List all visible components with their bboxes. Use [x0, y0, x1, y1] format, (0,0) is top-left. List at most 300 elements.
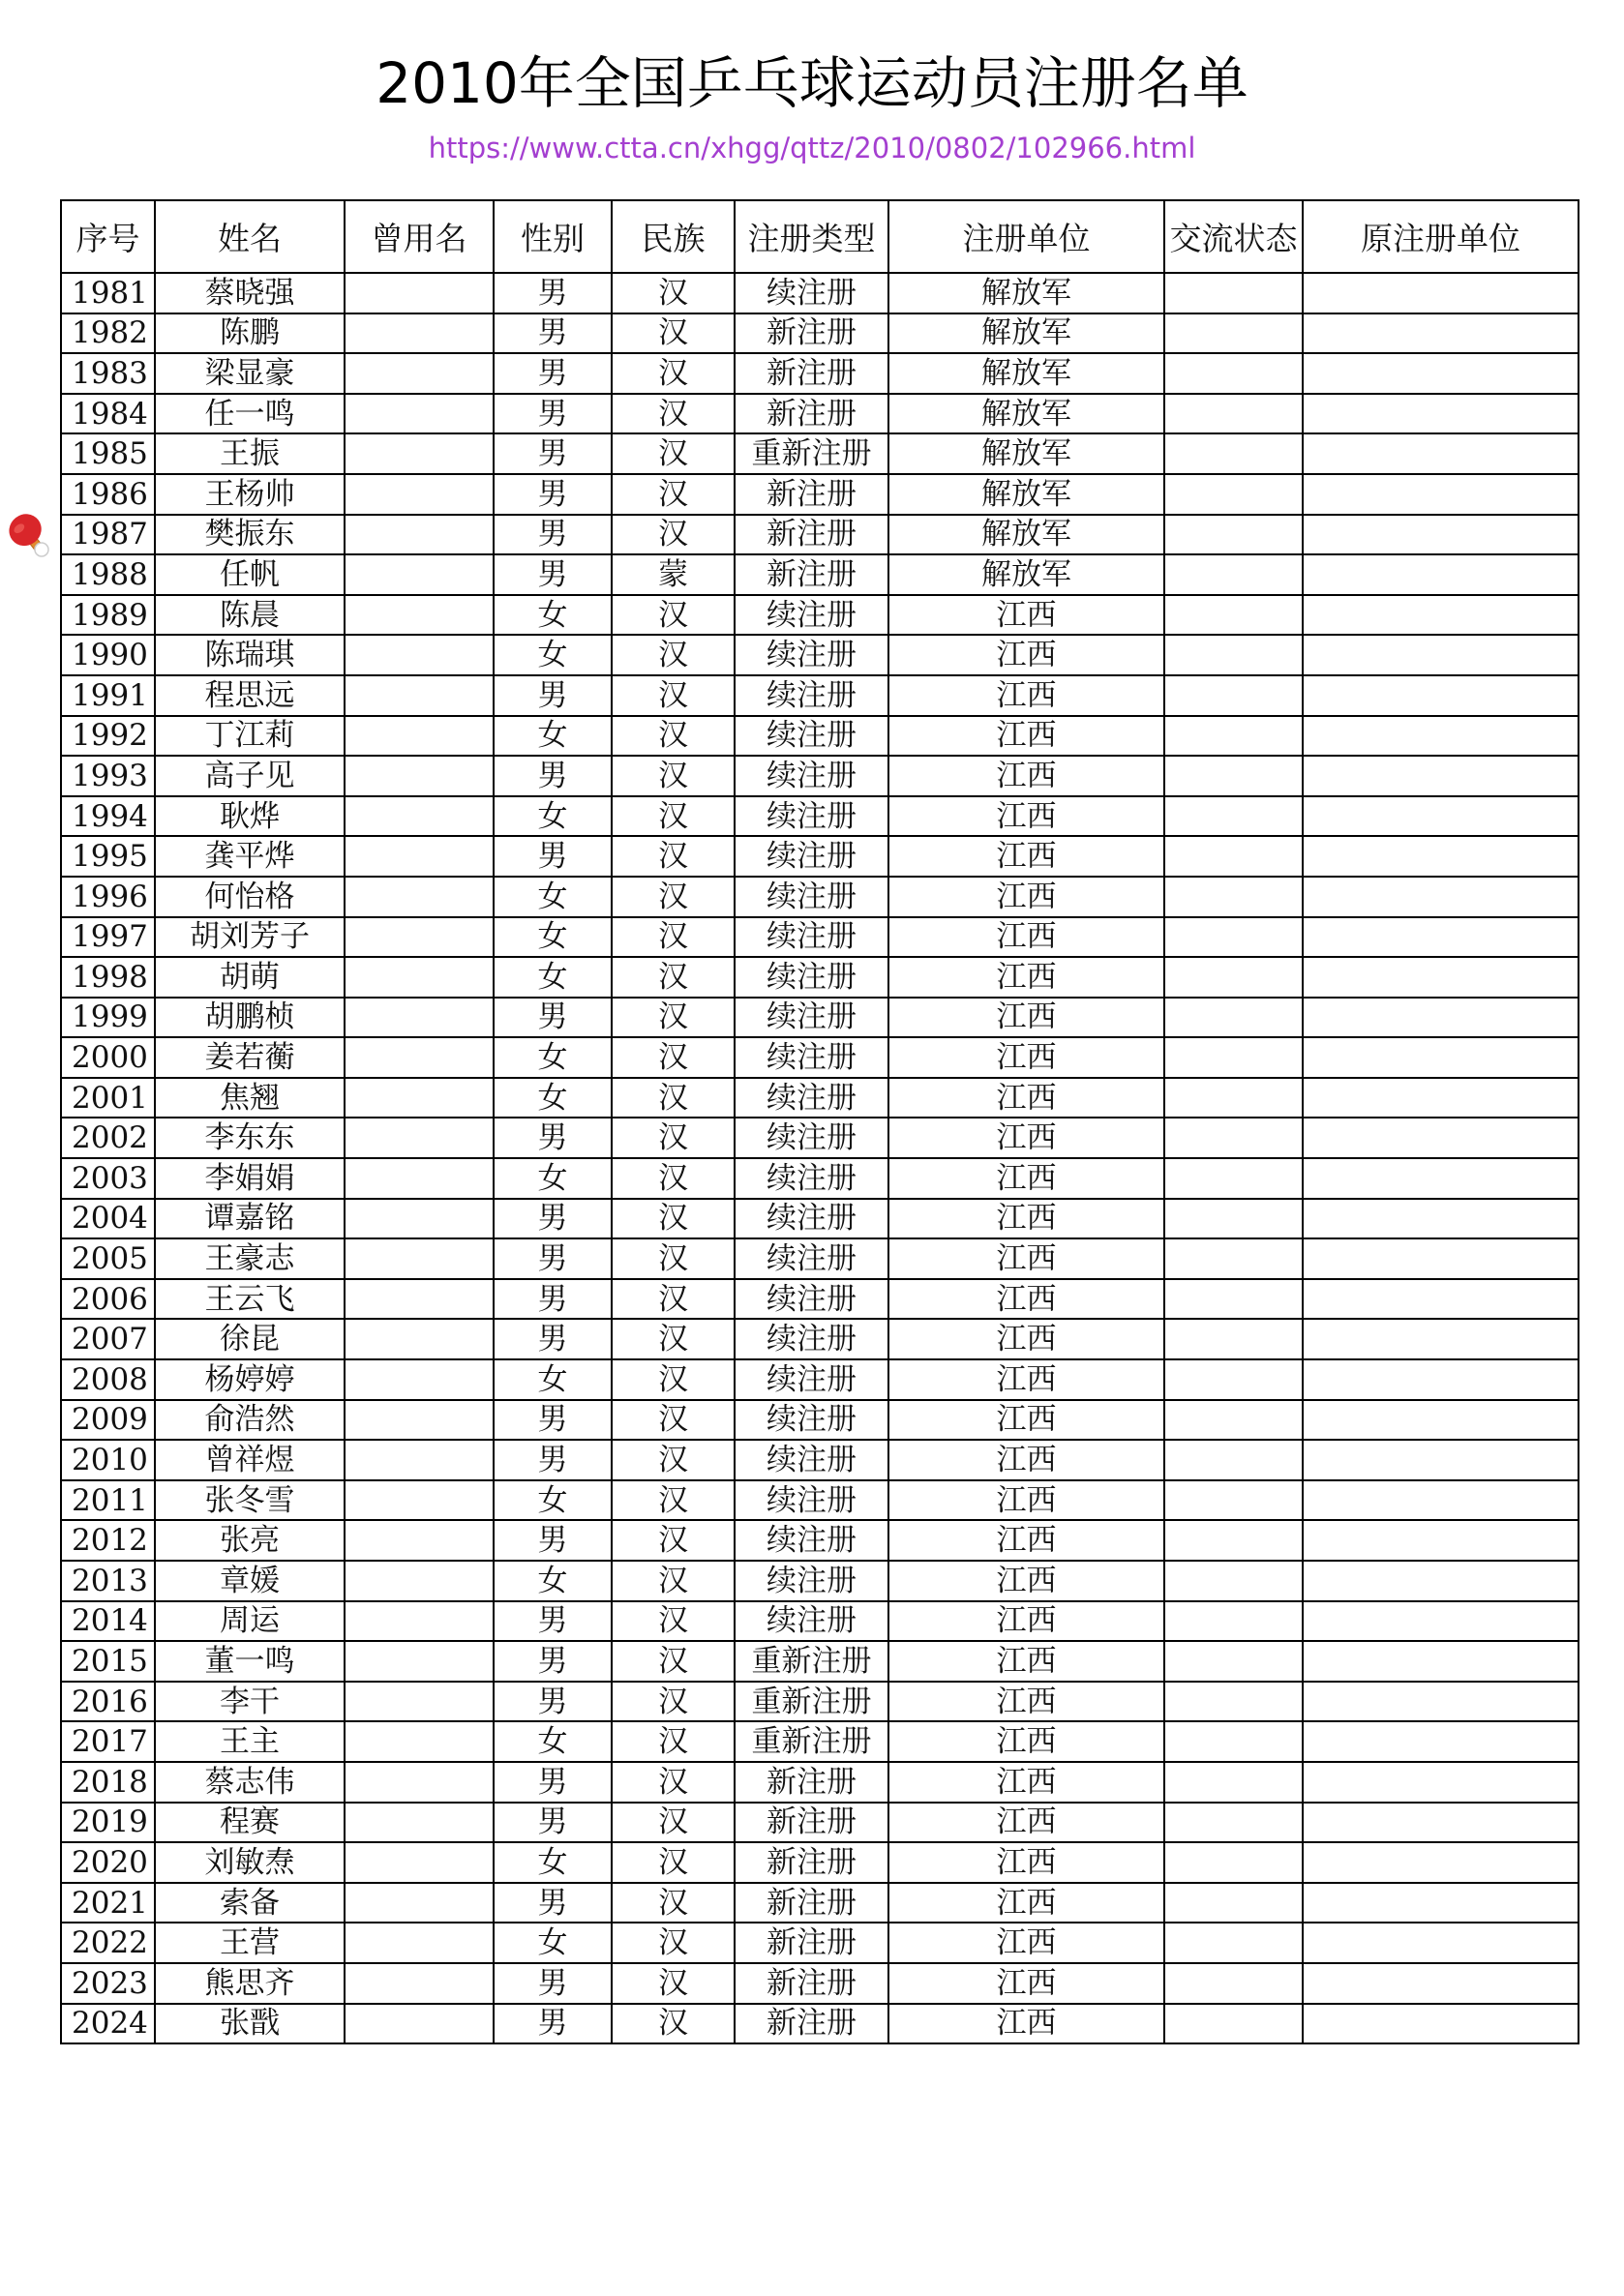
cell-name: 张戬	[155, 2004, 345, 2044]
cell-gender: 男	[494, 1883, 612, 1923]
cell-index: 2017	[61, 1721, 155, 1762]
cell-index: 1985	[61, 433, 155, 474]
cell-registration-unit: 江西	[888, 716, 1164, 757]
cell-index: 1986	[61, 474, 155, 515]
cell-name: 程思远	[155, 675, 345, 716]
cell-gender: 女	[494, 796, 612, 837]
table-row	[61, 1238, 1579, 1279]
cell-original-unit	[1303, 554, 1579, 595]
cell-gender: 女	[494, 1359, 612, 1400]
cell-registration-unit: 解放军	[888, 474, 1164, 515]
cell-index: 1994	[61, 796, 155, 837]
cell-registration-unit: 江西	[888, 1238, 1164, 1279]
cell-name: 熊思齐	[155, 1963, 345, 2004]
cell-index: 2007	[61, 1319, 155, 1359]
cell-exchange-status	[1164, 796, 1303, 837]
cell-registration-type: 新注册	[735, 313, 888, 354]
cell-registration-type: 新注册	[735, 474, 888, 515]
cell-index: 1989	[61, 595, 155, 636]
cell-registration-unit: 江西	[888, 675, 1164, 716]
cell-former-name	[345, 394, 494, 434]
table-row	[61, 1158, 1579, 1199]
cell-former-name	[345, 1480, 494, 1521]
cell-ethnicity: 汉	[612, 433, 735, 474]
cell-ethnicity: 汉	[612, 1037, 735, 1078]
cell-registration-unit: 解放军	[888, 273, 1164, 313]
cell-original-unit	[1303, 675, 1579, 716]
cell-ethnicity: 汉	[612, 595, 735, 636]
cell-former-name	[345, 1359, 494, 1400]
cell-original-unit	[1303, 796, 1579, 837]
cell-original-unit	[1303, 1883, 1579, 1923]
cell-former-name	[345, 273, 494, 313]
table-row	[61, 877, 1579, 917]
cell-index: 1988	[61, 554, 155, 595]
cell-registration-type: 续注册	[735, 1037, 888, 1078]
cell-exchange-status	[1164, 353, 1303, 394]
cell-gender: 男	[494, 1762, 612, 1803]
table-row	[61, 1682, 1579, 1722]
cell-gender: 女	[494, 1721, 612, 1762]
cell-former-name	[345, 1440, 494, 1480]
cell-name: 陈瑞琪	[155, 635, 345, 675]
cell-original-unit	[1303, 595, 1579, 636]
cell-registration-type: 续注册	[735, 957, 888, 998]
cell-index: 1981	[61, 273, 155, 313]
cell-ethnicity: 汉	[612, 1762, 735, 1803]
table-body	[61, 273, 1579, 2043]
table-row	[61, 1520, 1579, 1561]
cell-gender: 男	[494, 1641, 612, 1682]
cell-registration-type: 续注册	[735, 796, 888, 837]
cell-ethnicity: 汉	[612, 716, 735, 757]
cell-name: 胡鹏桢	[155, 998, 345, 1038]
cell-ethnicity: 汉	[612, 313, 735, 354]
column-header-name: 姓名	[155, 200, 345, 273]
cell-ethnicity: 汉	[612, 1601, 735, 1642]
cell-registration-unit: 江西	[888, 998, 1164, 1038]
cell-former-name	[345, 515, 494, 555]
cell-name: 丁江莉	[155, 716, 345, 757]
cell-name: 李干	[155, 1682, 345, 1722]
column-header-original-unit: 原注册单位	[1303, 200, 1579, 273]
cell-ethnicity: 汉	[612, 635, 735, 675]
cell-name: 张冬雪	[155, 1480, 345, 1521]
cell-original-unit	[1303, 1078, 1579, 1118]
cell-registration-type: 新注册	[735, 353, 888, 394]
cell-former-name	[345, 595, 494, 636]
cell-index: 1996	[61, 877, 155, 917]
cell-gender: 男	[494, 1440, 612, 1480]
cell-original-unit	[1303, 877, 1579, 917]
cell-former-name	[345, 716, 494, 757]
cell-ethnicity: 汉	[612, 273, 735, 313]
table-row	[61, 1601, 1579, 1642]
table-row	[61, 1561, 1579, 1601]
cell-ethnicity: 汉	[612, 1238, 735, 1279]
cell-exchange-status	[1164, 554, 1303, 595]
cell-original-unit	[1303, 1037, 1579, 1078]
column-header-exchange-status: 交流状态	[1164, 200, 1303, 273]
cell-registration-type: 续注册	[735, 1440, 888, 1480]
cell-original-unit	[1303, 1400, 1579, 1441]
cell-registration-type: 续注册	[735, 1601, 888, 1642]
table-row	[61, 998, 1579, 1038]
cell-gender: 男	[494, 1279, 612, 1320]
cell-registration-unit: 江西	[888, 635, 1164, 675]
cell-name: 胡萌	[155, 957, 345, 998]
cell-gender: 女	[494, 1078, 612, 1118]
ping-pong-paddle-icon	[4, 511, 56, 561]
cell-registration-unit: 江西	[888, 1923, 1164, 1963]
cell-registration-unit: 解放军	[888, 353, 1164, 394]
cell-name: 王主	[155, 1721, 345, 1762]
cell-registration-unit: 江西	[888, 1037, 1164, 1078]
cell-index: 1983	[61, 353, 155, 394]
cell-index: 2011	[61, 1480, 155, 1521]
cell-index: 2016	[61, 1682, 155, 1722]
table-row	[61, 1923, 1579, 1963]
cell-registration-type: 新注册	[735, 1762, 888, 1803]
cell-registration-unit: 解放军	[888, 515, 1164, 555]
cell-exchange-status	[1164, 1480, 1303, 1521]
cell-registration-type: 续注册	[735, 1359, 888, 1400]
cell-index: 2006	[61, 1279, 155, 1320]
cell-registration-unit: 江西	[888, 1279, 1164, 1320]
cell-exchange-status	[1164, 1400, 1303, 1441]
cell-original-unit	[1303, 716, 1579, 757]
cell-index: 2019	[61, 1803, 155, 1843]
cell-registration-unit: 江西	[888, 1601, 1164, 1642]
table-row	[61, 1118, 1579, 1158]
cell-former-name	[345, 474, 494, 515]
table-row	[61, 353, 1579, 394]
table-row	[61, 515, 1579, 555]
cell-registration-unit: 江西	[888, 877, 1164, 917]
cell-name: 蔡晓强	[155, 273, 345, 313]
cell-original-unit	[1303, 1118, 1579, 1158]
cell-registration-type: 续注册	[735, 1480, 888, 1521]
cell-registration-type: 新注册	[735, 1923, 888, 1963]
cell-registration-type: 续注册	[735, 1158, 888, 1199]
cell-former-name	[345, 756, 494, 796]
cell-ethnicity: 汉	[612, 1682, 735, 1722]
cell-original-unit	[1303, 635, 1579, 675]
cell-original-unit	[1303, 1158, 1579, 1199]
cell-registration-unit: 江西	[888, 1762, 1164, 1803]
cell-ethnicity: 汉	[612, 394, 735, 434]
cell-exchange-status	[1164, 273, 1303, 313]
cell-gender: 男	[494, 1682, 612, 1722]
cell-name: 曾祥煜	[155, 1440, 345, 1480]
cell-former-name	[345, 554, 494, 595]
cell-registration-type: 续注册	[735, 716, 888, 757]
cell-ethnicity: 汉	[612, 1480, 735, 1521]
cell-name: 章媛	[155, 1561, 345, 1601]
cell-original-unit	[1303, 1641, 1579, 1682]
cell-former-name	[345, 1641, 494, 1682]
cell-name: 刘敏焘	[155, 1842, 345, 1883]
cell-exchange-status	[1164, 1037, 1303, 1078]
table-row	[61, 635, 1579, 675]
cell-original-unit	[1303, 433, 1579, 474]
table-row	[61, 394, 1579, 434]
cell-index: 2003	[61, 1158, 155, 1199]
cell-registration-type: 续注册	[735, 595, 888, 636]
cell-name: 程赛	[155, 1803, 345, 1843]
cell-registration-unit: 江西	[888, 1480, 1164, 1521]
table-row	[61, 1440, 1579, 1480]
cell-exchange-status	[1164, 957, 1303, 998]
column-header-index: 序号	[61, 200, 155, 273]
cell-original-unit	[1303, 1842, 1579, 1883]
cell-ethnicity: 蒙	[612, 554, 735, 595]
cell-registration-type: 新注册	[735, 2004, 888, 2044]
table-row	[61, 2004, 1579, 2044]
table-row	[61, 595, 1579, 636]
table-row	[61, 1037, 1579, 1078]
cell-ethnicity: 汉	[612, 1199, 735, 1239]
cell-registration-type: 续注册	[735, 1078, 888, 1118]
cell-name: 王豪志	[155, 1238, 345, 1279]
cell-gender: 男	[494, 1601, 612, 1642]
cell-ethnicity: 汉	[612, 675, 735, 716]
cell-former-name	[345, 1762, 494, 1803]
cell-name: 龚平烨	[155, 836, 345, 877]
cell-former-name	[345, 917, 494, 958]
cell-registration-unit: 江西	[888, 957, 1164, 998]
cell-exchange-status	[1164, 1078, 1303, 1118]
cell-exchange-status	[1164, 1158, 1303, 1199]
cell-original-unit	[1303, 394, 1579, 434]
cell-exchange-status	[1164, 716, 1303, 757]
cell-registration-unit: 江西	[888, 756, 1164, 796]
cell-original-unit	[1303, 1923, 1579, 1963]
cell-registration-type: 重新注册	[735, 1682, 888, 1722]
page-title: 2010年全国乒乓球运动员注册名单	[376, 50, 1248, 116]
table-row	[61, 554, 1579, 595]
cell-ethnicity: 汉	[612, 756, 735, 796]
cell-original-unit	[1303, 1682, 1579, 1722]
cell-name: 焦翘	[155, 1078, 345, 1118]
cell-registration-type: 续注册	[735, 998, 888, 1038]
cell-ethnicity: 汉	[612, 1158, 735, 1199]
cell-name: 姜若蘅	[155, 1037, 345, 1078]
cell-registration-type: 续注册	[735, 1199, 888, 1239]
cell-index: 2020	[61, 1842, 155, 1883]
cell-ethnicity: 汉	[612, 515, 735, 555]
cell-exchange-status	[1164, 433, 1303, 474]
cell-exchange-status	[1164, 1520, 1303, 1561]
cell-gender: 男	[494, 2004, 612, 2044]
cell-registration-unit: 解放军	[888, 394, 1164, 434]
cell-gender: 女	[494, 595, 612, 636]
cell-index: 2015	[61, 1641, 155, 1682]
cell-name: 俞浩然	[155, 1400, 345, 1441]
cell-name: 周运	[155, 1601, 345, 1642]
cell-former-name	[345, 877, 494, 917]
cell-exchange-status	[1164, 1721, 1303, 1762]
cell-index: 2024	[61, 2004, 155, 2044]
cell-registration-type: 新注册	[735, 1842, 888, 1883]
cell-index: 2014	[61, 1601, 155, 1642]
table-row	[61, 796, 1579, 837]
cell-index: 2004	[61, 1199, 155, 1239]
cell-original-unit	[1303, 917, 1579, 958]
cell-ethnicity: 汉	[612, 1359, 735, 1400]
cell-exchange-status	[1164, 1440, 1303, 1480]
source-link[interactable]: https://www.ctta.cn/xhgg/qttz/2010/0802/102966.html	[428, 132, 1196, 164]
cell-original-unit	[1303, 313, 1579, 354]
cell-index: 2018	[61, 1762, 155, 1803]
cell-original-unit	[1303, 1803, 1579, 1843]
cell-exchange-status	[1164, 515, 1303, 555]
cell-former-name	[345, 313, 494, 354]
table-row	[61, 836, 1579, 877]
cell-name: 杨婷婷	[155, 1359, 345, 1400]
cell-former-name	[345, 1319, 494, 1359]
cell-ethnicity: 汉	[612, 1520, 735, 1561]
cell-registration-unit: 江西	[888, 2004, 1164, 2044]
table-header-row	[61, 200, 1579, 273]
cell-registration-type: 续注册	[735, 1319, 888, 1359]
cell-name: 董一鸣	[155, 1641, 345, 1682]
cell-original-unit	[1303, 273, 1579, 313]
cell-gender: 女	[494, 1037, 612, 1078]
cell-former-name	[345, 1842, 494, 1883]
table-row	[61, 1480, 1579, 1521]
cell-ethnicity: 汉	[612, 1400, 735, 1441]
cell-registration-unit: 江西	[888, 796, 1164, 837]
cell-exchange-status	[1164, 836, 1303, 877]
cell-exchange-status	[1164, 2004, 1303, 2044]
table-row	[61, 756, 1579, 796]
cell-index: 2023	[61, 1963, 155, 2004]
cell-gender: 男	[494, 1400, 612, 1441]
cell-name: 王云飞	[155, 1279, 345, 1320]
cell-gender: 女	[494, 877, 612, 917]
cell-name: 任帆	[155, 554, 345, 595]
cell-name: 谭嘉铭	[155, 1199, 345, 1239]
cell-gender: 男	[494, 433, 612, 474]
cell-exchange-status	[1164, 1319, 1303, 1359]
cell-registration-type: 续注册	[735, 1520, 888, 1561]
cell-name: 李东东	[155, 1118, 345, 1158]
cell-registration-type: 新注册	[735, 1963, 888, 2004]
table-row	[61, 273, 1579, 313]
cell-exchange-status	[1164, 635, 1303, 675]
cell-exchange-status	[1164, 1842, 1303, 1883]
cell-name: 陈鹏	[155, 313, 345, 354]
cell-ethnicity: 汉	[612, 1279, 735, 1320]
cell-gender: 男	[494, 515, 612, 555]
cell-exchange-status	[1164, 595, 1303, 636]
cell-ethnicity: 汉	[612, 1319, 735, 1359]
cell-ethnicity: 汉	[612, 1923, 735, 1963]
cell-registration-unit: 江西	[888, 1520, 1164, 1561]
cell-ethnicity: 汉	[612, 353, 735, 394]
cell-registration-unit: 解放军	[888, 433, 1164, 474]
cell-name: 蔡志伟	[155, 1762, 345, 1803]
cell-exchange-status	[1164, 1199, 1303, 1239]
cell-name: 张亮	[155, 1520, 345, 1561]
cell-former-name	[345, 1118, 494, 1158]
cell-ethnicity: 汉	[612, 1963, 735, 2004]
cell-registration-unit: 江西	[888, 1963, 1164, 2004]
cell-original-unit	[1303, 1601, 1579, 1642]
cell-original-unit	[1303, 1480, 1579, 1521]
cell-exchange-status	[1164, 1359, 1303, 1400]
cell-gender: 女	[494, 1561, 612, 1601]
cell-gender: 男	[494, 756, 612, 796]
cell-index: 1987	[61, 515, 155, 555]
cell-name: 索备	[155, 1883, 345, 1923]
cell-index: 2008	[61, 1359, 155, 1400]
cell-registration-unit: 解放军	[888, 554, 1164, 595]
cell-name: 耿烨	[155, 796, 345, 837]
cell-original-unit	[1303, 1561, 1579, 1601]
cell-registration-type: 续注册	[735, 1279, 888, 1320]
cell-former-name	[345, 2004, 494, 2044]
cell-exchange-status	[1164, 1762, 1303, 1803]
cell-registration-unit: 江西	[888, 1118, 1164, 1158]
cell-registration-unit: 江西	[888, 1400, 1164, 1441]
cell-exchange-status	[1164, 1561, 1303, 1601]
cell-original-unit	[1303, 474, 1579, 515]
cell-gender: 男	[494, 1319, 612, 1359]
column-header-ethnicity: 民族	[612, 200, 735, 273]
cell-name: 梁显豪	[155, 353, 345, 394]
table-row	[61, 917, 1579, 958]
table-row	[61, 1883, 1579, 1923]
cell-index: 2002	[61, 1118, 155, 1158]
cell-gender: 女	[494, 716, 612, 757]
cell-index: 2010	[61, 1440, 155, 1480]
cell-registration-type: 续注册	[735, 273, 888, 313]
cell-exchange-status	[1164, 1279, 1303, 1320]
table-row	[61, 1641, 1579, 1682]
cell-ethnicity: 汉	[612, 2004, 735, 2044]
cell-registration-unit: 江西	[888, 1199, 1164, 1239]
column-header-former-name: 曾用名	[345, 200, 494, 273]
cell-registration-unit: 江西	[888, 836, 1164, 877]
cell-original-unit	[1303, 836, 1579, 877]
cell-original-unit	[1303, 2004, 1579, 2044]
column-header-registration-unit: 注册单位	[888, 200, 1164, 273]
cell-exchange-status	[1164, 394, 1303, 434]
cell-former-name	[345, 957, 494, 998]
cell-gender: 男	[494, 675, 612, 716]
cell-former-name	[345, 433, 494, 474]
cell-gender: 男	[494, 998, 612, 1038]
table-row	[61, 313, 1579, 354]
cell-original-unit	[1303, 1199, 1579, 1239]
cell-gender: 女	[494, 635, 612, 675]
cell-registration-type: 重新注册	[735, 433, 888, 474]
cell-name: 何怡格	[155, 877, 345, 917]
cell-gender: 男	[494, 836, 612, 877]
cell-ethnicity: 汉	[612, 474, 735, 515]
cell-gender: 男	[494, 1199, 612, 1239]
cell-registration-type: 续注册	[735, 756, 888, 796]
cell-registration-unit: 江西	[888, 1319, 1164, 1359]
cell-index: 1982	[61, 313, 155, 354]
cell-gender: 男	[494, 1520, 612, 1561]
cell-ethnicity: 汉	[612, 1883, 735, 1923]
cell-gender: 女	[494, 957, 612, 998]
cell-former-name	[345, 1721, 494, 1762]
cell-name: 王振	[155, 433, 345, 474]
